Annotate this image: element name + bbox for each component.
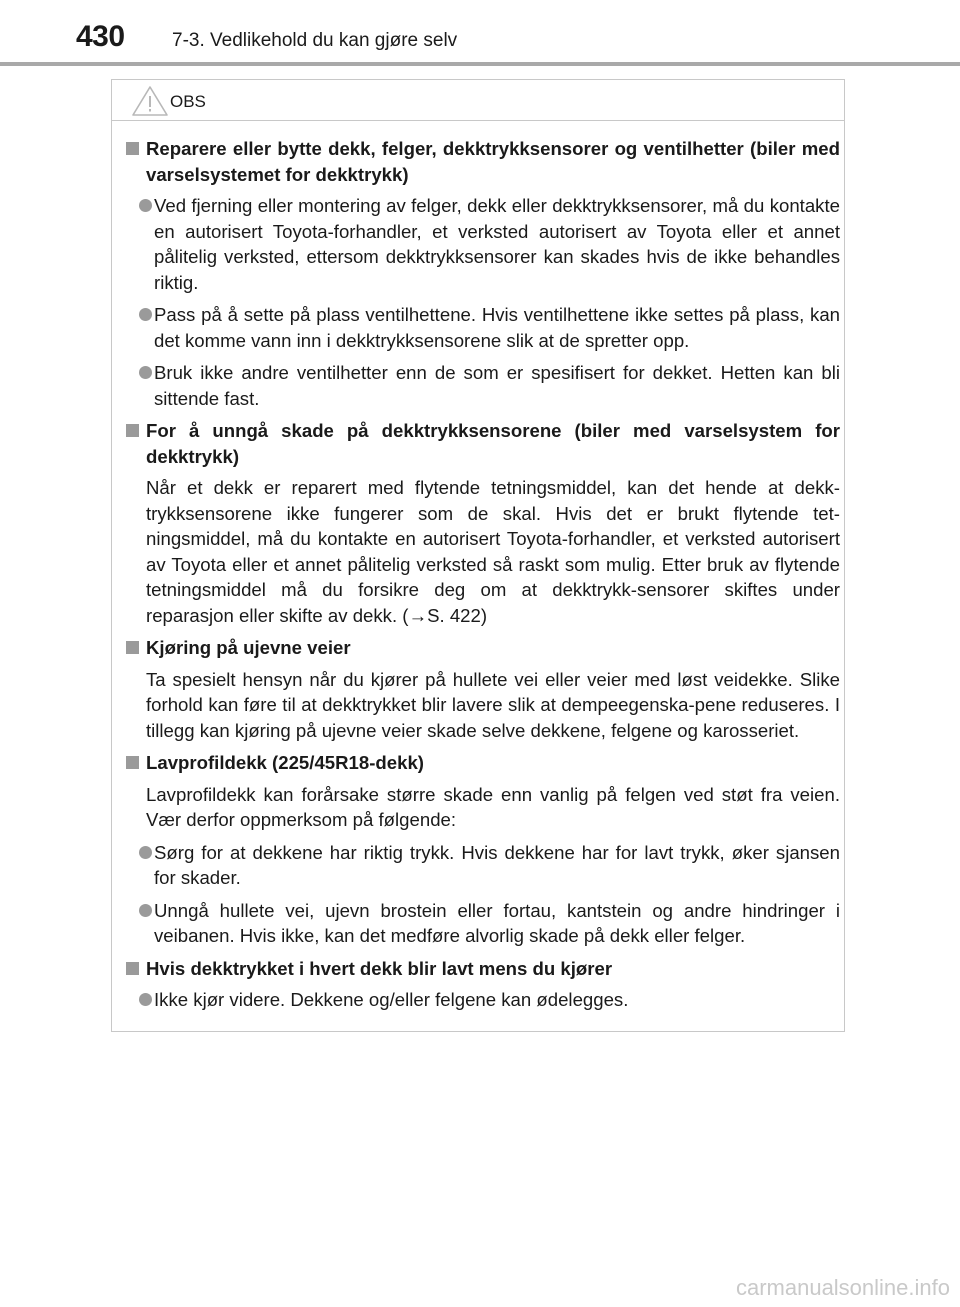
section-title: 7-3. Vedlikehold du kan gjøre selv	[172, 30, 458, 51]
header-divider	[0, 62, 960, 66]
section-heading	[124, 136, 840, 187]
list-item	[124, 360, 840, 411]
item-text: Sørg for at dekkene har riktig trykk. Hvis dekkene har for lavt trykk, øker sjansen for skader.	[154, 841, 840, 888]
watermark: carmanualsonline.info	[735, 1275, 950, 1300]
item-text: Ved fjerning eller montering av felger, dekk eller dekktrykksensorer, må du kontakte en autorisert Toyota-forhandler, et verksted autorisert av Toyota eller et annet pålitelig verksted, ettersom dekktrykksensorer kan skades hvis de ikke behandles riktig.	[154, 195, 840, 293]
square-bullet-icon	[126, 424, 139, 437]
square-bullet-icon	[126, 641, 139, 654]
item-text: Pass på å sette på plass ventilhettene. Hvis ventilhettene ikke settes på plass, kan det komme vann inn i dekktrykksensorene slik at de spretter opp.	[154, 304, 840, 351]
caution-header	[112, 80, 844, 121]
round-bullet-icon	[139, 993, 152, 1006]
list-item	[124, 193, 840, 295]
paragraph: Ta spesielt hensyn når du kjører på hullete vei eller veier med løst veidekke. Slike forhold kan føre til at dekktrykket blir lavere slik at dempeegenska-pene reduseres. I tillegg kan kjøring på ujevne veier skade selve dekkene, felgene og karosseriet.	[146, 668, 840, 741]
list-item	[124, 898, 840, 949]
heading-text: Lavprofildekk (225/45R18-dekk)	[146, 752, 424, 773]
section-heading	[124, 750, 840, 776]
heading-text: Reparere eller bytte dekk, felger, dekktrykksensorer og ventilhetter (biler med varselsystemet for dekktrykk)	[146, 138, 840, 185]
item-text: Unngå hullete vei, ujevn brostein eller fortau, kantstein og andre hindringer i veibanen. Hvis ikke, kan det medføre alvorlig skade på dekk eller felger.	[154, 899, 840, 946]
square-bullet-icon	[126, 142, 139, 155]
square-bullet-icon	[126, 962, 139, 975]
item-text: Ikke kjør videre. Dekkene og/eller felgene kan ødelegges.	[154, 989, 629, 1010]
round-bullet-icon	[139, 366, 152, 379]
warning-triangle-icon	[130, 84, 170, 118]
heading-text: For å unngå skade på dekktrykksensorene (biler med varselsystem for dekktrykk)	[146, 420, 840, 467]
caution-label: OBS	[170, 92, 206, 111]
round-bullet-icon	[139, 904, 152, 917]
square-bullet-icon	[126, 756, 139, 769]
page-header	[0, 0, 960, 64]
list-item	[124, 302, 840, 353]
round-bullet-icon	[139, 308, 152, 321]
paragraph: Når et dekk er reparert med flytende tetningsmiddel, kan det hende at dekk-trykksensorene ikke fungerer som de skal. Hvis det er brukt flytende tet-ningsmiddel, må du kontakte en autorisert Toyota-forhandler, et verksted autorisert av Toyota eller et annet pålitelig verksted så raskt som mulig. Etter bruk av flytende tetningsmiddel må du forsikre deg om at dekktrykk-sensorer skiftes under reparasjon eller skifte av dekk. (→S. 422)	[146, 477, 840, 626]
round-bullet-icon	[139, 199, 152, 212]
list-item	[124, 987, 840, 1013]
caution-content	[124, 136, 840, 1020]
section-heading	[124, 418, 840, 469]
round-bullet-icon	[139, 846, 152, 859]
paragraph: Lavprofildekk kan forårsake større skade enn vanlig på felgen ved støt fra veien. Vær derfor oppmerksom på følgende:	[146, 783, 840, 830]
list-item	[124, 840, 840, 891]
heading-text: Hvis dekktrykket i hvert dekk blir lavt mens du kjører	[146, 957, 613, 979]
heading-text: Kjøring på ujevne veier	[146, 637, 351, 658]
caution-box	[111, 79, 845, 1032]
item-text: Bruk ikke andre ventilhetter enn de som er spesifisert for dekket. Hetten kan bli sittende fast.	[154, 362, 840, 409]
section-heading	[124, 635, 840, 661]
section-heading	[124, 956, 840, 982]
page-number: 430	[76, 20, 125, 53]
